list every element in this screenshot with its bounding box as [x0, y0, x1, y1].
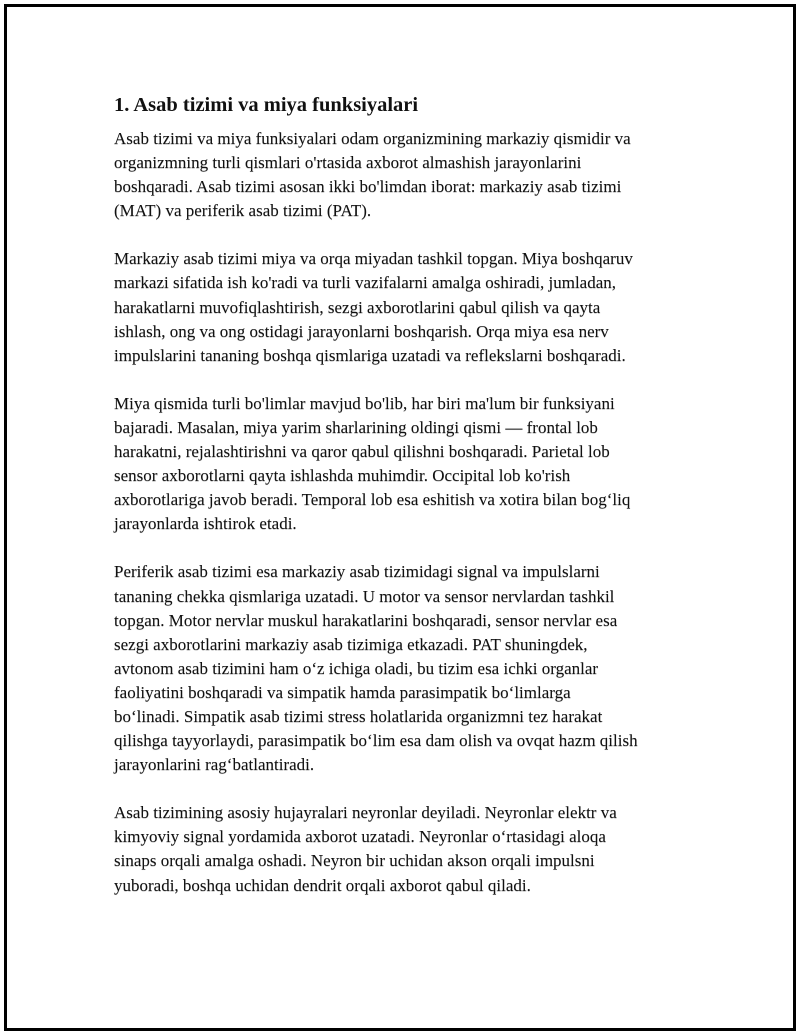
- paragraph-line: axborotlariga javob beradi. Temporal lob esa eshitish va xotira bilan bog‘liq: [114, 490, 631, 510]
- paragraph-line: faoliyatini boshqaradi va simpatik hamda parasimpatik bo‘limlarga: [114, 682, 571, 702]
- paragraph: [114, 127, 694, 223]
- document-title: 1. Asab tizimi va miya funksiyalari: [114, 94, 419, 116]
- paragraph-line: sensor axborotlarni qayta ishlashda muhimdir. Occipital lob ko'rish: [114, 466, 571, 486]
- paragraph: [114, 392, 694, 537]
- paragraph: [114, 560, 694, 777]
- paragraph-line: sinaps orqali amalga oshadi. Neyron bir uchidan akson orqali impulsni: [114, 851, 595, 871]
- paragraph-line: harakatlarni muvofiqlashtirish, sezgi axborotlarini qabul qilish va qayta: [114, 297, 601, 317]
- paragraph-line: kimyoviy signal yordamida axborot uzatadi. Neyronlar o‘rtasidagi aloqa: [114, 827, 606, 847]
- paragraph-line: Miya qismida turli bo'limlar mavjud bo'lib, har biri ma'lum bir funksiyani: [114, 393, 615, 413]
- paragraph: [114, 801, 694, 897]
- paragraph-line: harakatni, rejalashtirishni va qaror qabul qilishni boshqaradi. Parietal lob: [114, 442, 610, 462]
- paragraph-line: tananing chekka qismlariga uzatadi. U motor va sensor nervlardan tashkil: [114, 586, 615, 606]
- paragraph-line: Asab tizimining asosiy hujayralari neyronlar deyiladi. Neyronlar elektr va: [114, 803, 617, 823]
- paragraph-line: qilishga tayyorlaydi, parasimpatik bo‘lim esa dam olish va ovqat hazm qilish: [114, 731, 638, 751]
- paragraph-line: Periferik asab tizimi esa markaziy asab tizimidagi signal va impulslarni: [114, 562, 600, 582]
- paragraph: [114, 247, 694, 367]
- paragraph-line: jarayonlarda ishtirok etadi.: [114, 514, 297, 534]
- paragraph-line: Markaziy asab tizimi miya va orqa miyadan tashkil topgan. Miya boshqaruv: [114, 249, 633, 269]
- paragraph-line: avtonom asab tizimini ham o‘z ichiga oladi, bu tizim esa ichki organlar: [114, 658, 599, 678]
- paragraph-line: topgan. Motor nervlar muskul harakatlarini boshqaradi, sensor nervlar esa: [114, 610, 618, 630]
- paragraph-line: organizmning turli qismlari o'rtasida axborot almashish jarayonlarini: [114, 153, 582, 173]
- paragraph-line: Asab tizimi va miya funksiyalari odam organizmining markaziy qismidir va: [114, 129, 631, 148]
- paragraph-list: [114, 127, 694, 898]
- paragraph-line: (MAT) va periferik asab tizimi (PAT).: [114, 201, 372, 221]
- paragraph-line: bajaradi. Masalan, miya yarim sharlarining oldingi qismi — frontal lob: [114, 417, 598, 437]
- paragraph-line: jarayonlarini rag‘batlantiradi.: [114, 755, 315, 775]
- paragraph-line: impulslarini tananing boshqa qismlariga uzatadi va reflekslarni boshqaradi.: [114, 345, 626, 365]
- paragraph-line: boshqaradi. Asab tizimi asosan ikki bo'limdan iborat: markaziy asab tizimi: [114, 177, 622, 197]
- paragraph-line: yuboradi, boshqa uchidan dendrit orqali axborot qabul qiladi.: [114, 875, 531, 895]
- document-body: [114, 91, 694, 922]
- paragraph-line: bo‘linadi. Simpatik asab tizimi stress holatlarida organizmni tez harakat: [114, 706, 603, 726]
- paragraph-line: markazi sifatida ish ko'radi va turli vazifalarni amalga oshiradi, jumladan,: [114, 273, 617, 293]
- paragraph-line: ishlash, ong va ong ostidagi jarayonlarni boshqarish. Orqa miya esa nerv: [114, 321, 609, 341]
- paragraph-line: sezgi axborotlarini markaziy asab tizimiga etkazadi. PAT shuningdek,: [114, 634, 588, 654]
